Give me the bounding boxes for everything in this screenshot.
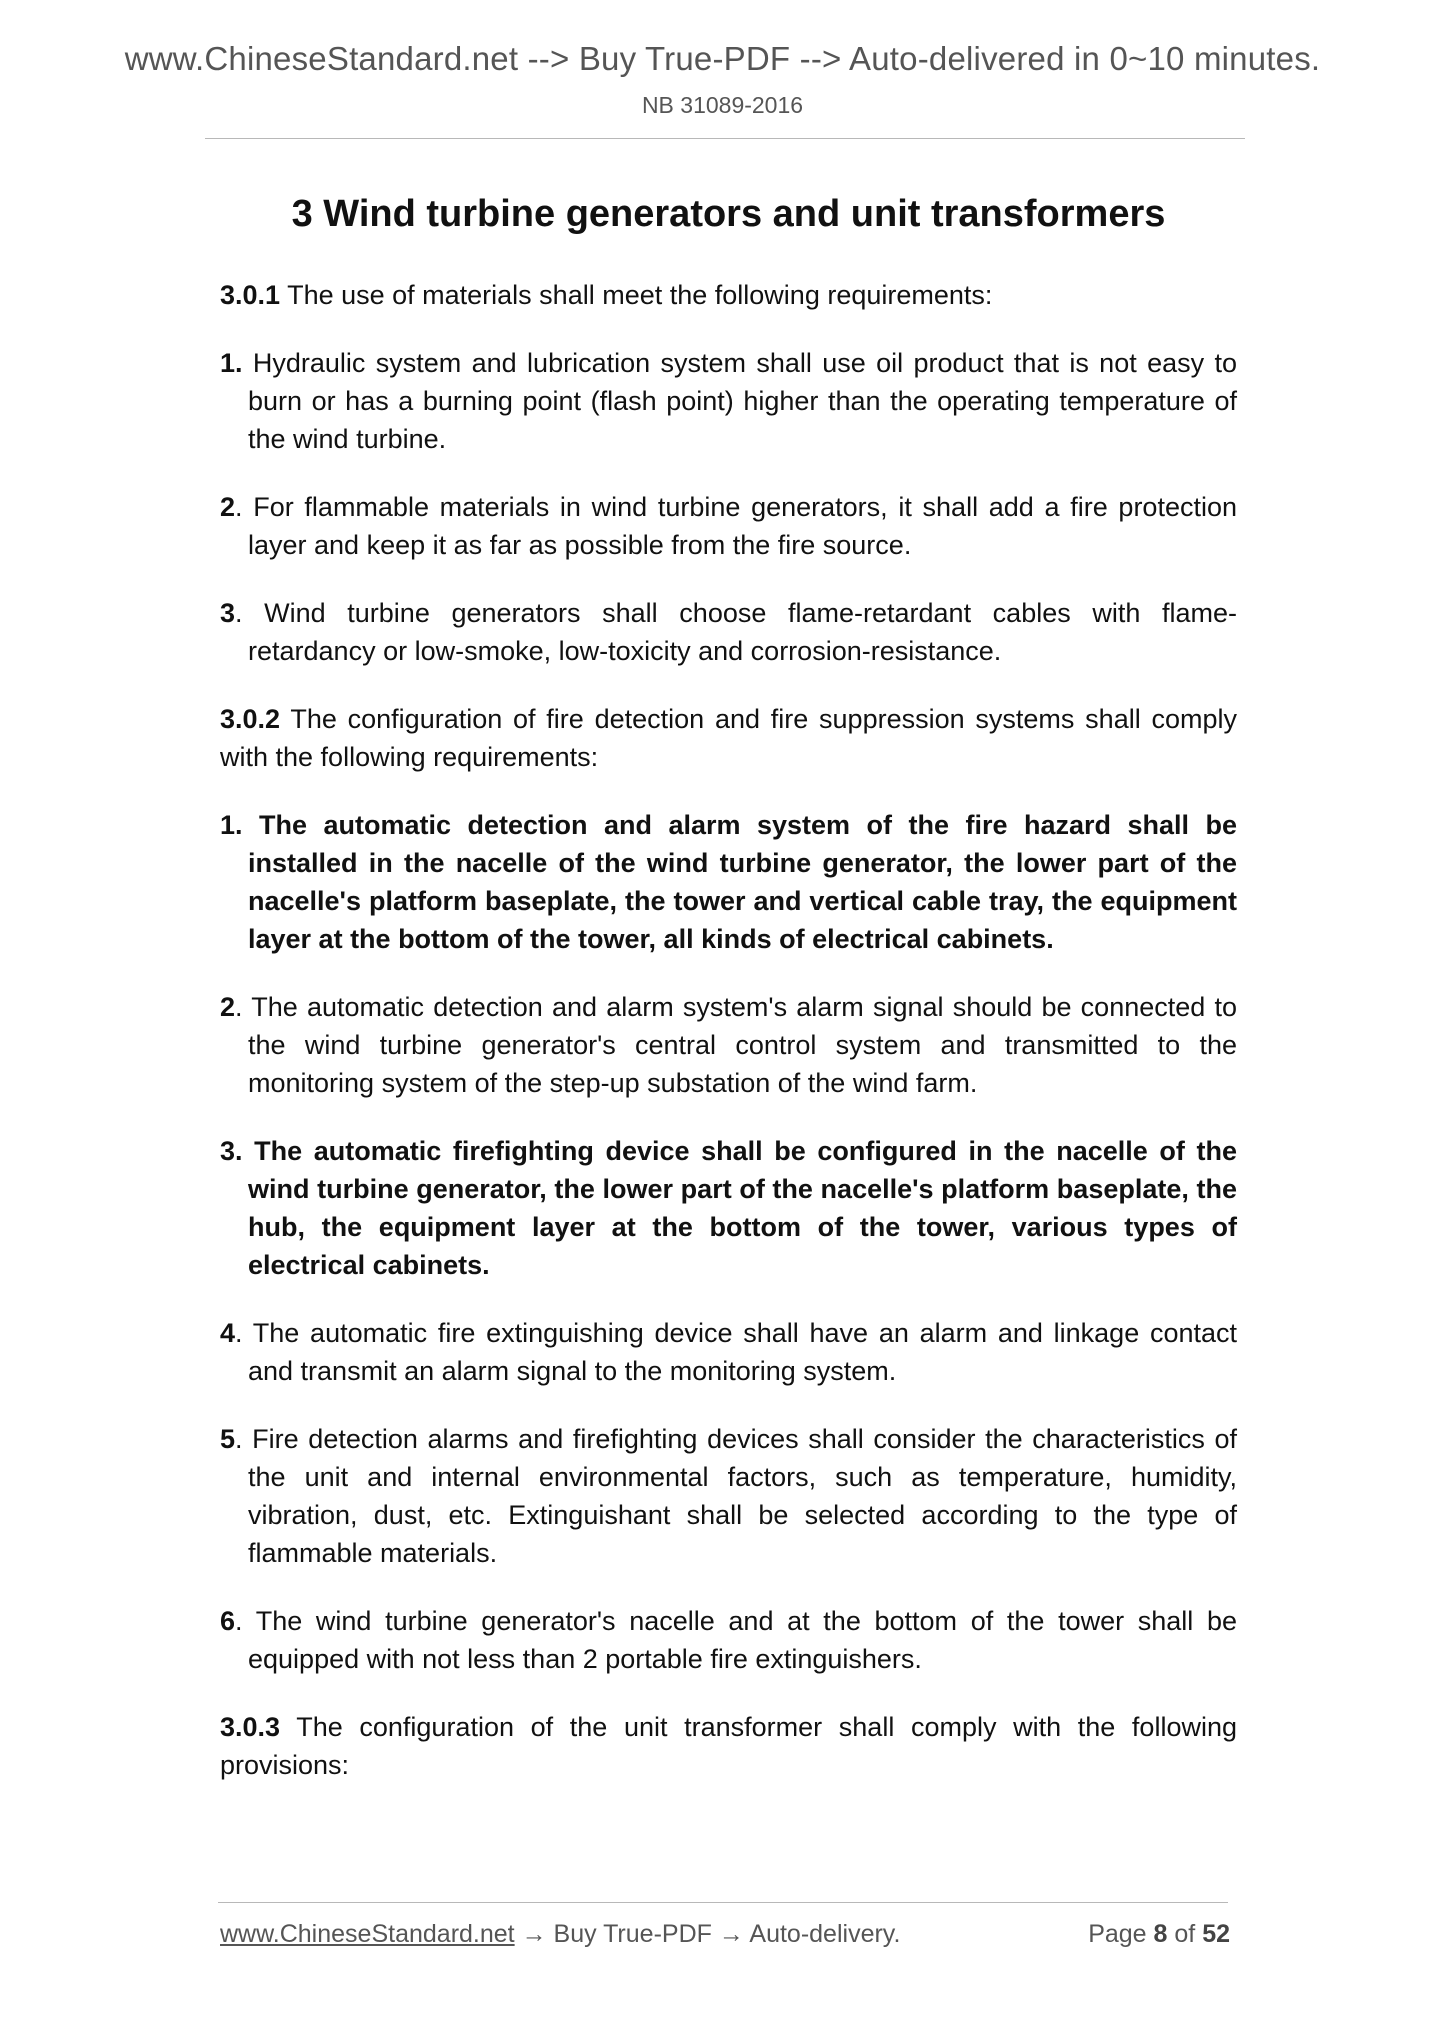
item-number: 1. — [220, 810, 243, 840]
header-banner: www.ChineseStandard.net --> Buy True-PDF --> Auto-delivered in 0~10 minutes. — [124, 40, 1321, 77]
item-text: . The automatic detection and alarm system's alarm signal should be connected to the wind turbine generator's central control system and transmitted to the monitoring system of the step-up substation of the wind farm. — [235, 992, 1237, 1098]
item-text: . The automatic fire extinguishing device shall have an alarm and linkage contact and transmit an alarm signal to the monitoring system. — [235, 1318, 1237, 1386]
list-item — [220, 1314, 1237, 1390]
list-item — [220, 806, 1237, 958]
item-text: The automatic firefighting device shall be configured in the nacelle of the wind turbine generator, the lower part of the nacelle's platform baseplate, the hub, the equipment layer at the bottom of the tower, various types of electrical cabinets. — [242, 1136, 1237, 1280]
list-item — [220, 1420, 1237, 1572]
footer-website-link[interactable]: www.ChineseStandard.net — [220, 1920, 515, 1948]
item-number: 6 — [220, 1606, 236, 1636]
item-number: 2 — [220, 992, 236, 1022]
item-text: . The wind turbine generator's nacelle and at the bottom of the tower shall be equipped with not less than 2 portable fire extinguishers. — [235, 1606, 1237, 1674]
list-item — [220, 488, 1237, 564]
clause-text: The configuration of fire detection and fire suppression systems shall comply with the following requirements: — [220, 704, 1237, 772]
clause-number: 3.0.1 — [220, 280, 281, 310]
clause-text: The configuration of the unit transformer shall comply with the following provisions: — [220, 1712, 1237, 1780]
list-item — [220, 988, 1237, 1102]
item-number: 1. — [220, 348, 243, 378]
list-item — [220, 1132, 1237, 1284]
footer-left — [220, 1920, 900, 1949]
section-title: 3 Wind turbine generators and unit transformers — [291, 193, 1166, 235]
item-text: . Wind turbine generators shall choose flame-retardant cables with flame-retardancy or low-smoke, low-toxicity and corrosion-resistance. — [235, 598, 1237, 666]
list-item — [220, 594, 1237, 670]
standard-number: NB 31089-2016 — [641, 92, 804, 118]
document-body — [220, 185, 1237, 1814]
list-item — [220, 344, 1237, 458]
item-number: 5 — [220, 1424, 236, 1454]
item-text: . Fire detection alarms and firefighting devices shall consider the characteristics of the unit and internal environmental factors, such as temperature, humidity, vibration, dust, etc. Extinguishant shall be selected according to the type of flammable materials. — [235, 1424, 1237, 1568]
item-number: 3 — [220, 598, 236, 628]
list-item — [220, 1602, 1237, 1678]
clause-3-0-1 — [220, 276, 1237, 314]
item-text: The automatic detection and alarm system of the fire hazard shall be installed in the nacelle of the wind turbine generator, the lower part of the nacelle's platform baseplate, the tower and vertical cable tray, the equipment layer at the bottom of the tower, all kinds of electrical cabinets. — [242, 810, 1237, 954]
page-indicator — [1088, 1920, 1230, 1949]
clause-text: The use of materials shall meet the following requirements: — [280, 280, 993, 310]
of-label: of — [1167, 1920, 1203, 1948]
current-page-number: 8 — [1153, 1920, 1168, 1948]
clause-number: 3.0.3 — [220, 1712, 281, 1742]
total-page-number: 52 — [1202, 1920, 1230, 1948]
item-text: Hydraulic system and lubrication system shall use oil product that is not easy to burn or has a burning point (flash point) higher than the operating temperature of the wind turbine. — [242, 348, 1237, 454]
footer-divider — [218, 1902, 1228, 1903]
item-number: 3. — [220, 1136, 243, 1166]
item-text: . For flammable materials in wind turbine generators, it shall add a fire protection layer and keep it as far as possible from the fire source. — [235, 492, 1237, 560]
clause-3-0-3 — [220, 1708, 1237, 1784]
item-number: 4 — [220, 1318, 236, 1348]
header-divider — [205, 138, 1245, 139]
clause-3-0-2 — [220, 700, 1237, 776]
item-number: 2 — [220, 492, 236, 522]
clause-number: 3.0.2 — [220, 704, 281, 734]
page-label: Page — [1088, 1920, 1154, 1948]
footer-delivery-text: → Buy True-PDF → Auto-delivery. — [514, 1920, 901, 1948]
